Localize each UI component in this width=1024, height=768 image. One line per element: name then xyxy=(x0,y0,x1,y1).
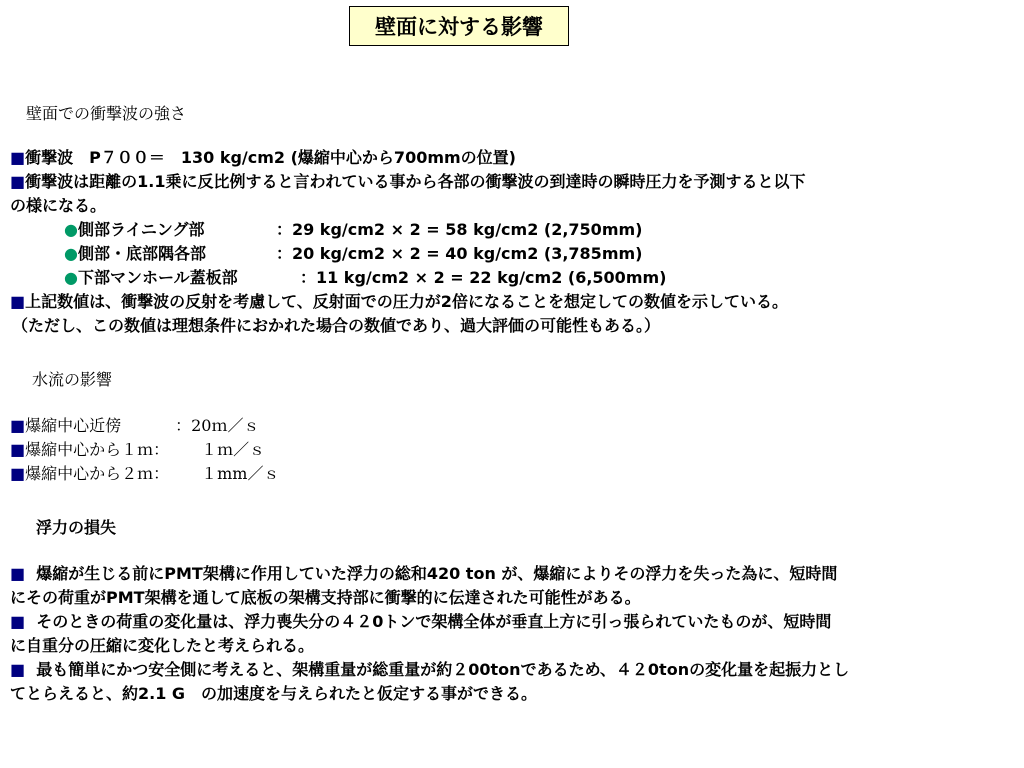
bullet-text: 爆縮が生じる前にPMT架構に作用していた浮力の総和420 ton が、爆縮によりその浮力を失った為に、短時間 xyxy=(36,564,838,583)
bullet-text: 上記数値は、衝撃波の反射を考慮して、反射面での圧力が2倍になることを想定しての数値を示している。 xyxy=(25,292,788,311)
sub-item-value: ：20 kg/cm2 × 2 = 40 kg/cm2 (3,785mm) xyxy=(275,244,643,263)
section-heading-wall-shock: 壁面での衝撃波の強さ xyxy=(26,104,187,123)
flow-item-value: １ｍ／ｓ xyxy=(201,440,266,459)
slide-title-text: 壁面に対する影響 xyxy=(375,15,543,39)
flow-item-value: １mm／ｓ xyxy=(201,464,280,483)
sub-item-label: 側部ライニング部 xyxy=(77,220,205,239)
buoyancy-bullet-1 xyxy=(10,562,837,586)
square-bullet-icon: ■ xyxy=(10,564,26,583)
section-heading-water-flow: 水流の影響 xyxy=(32,370,113,389)
bullet-continuation: の様になる。 xyxy=(10,196,107,215)
caveat-note: （ただし、この数値は理想条件におかれた場合の数値であり、過大評価の可能性もある。） xyxy=(12,316,661,335)
square-bullet-icon: ■ xyxy=(10,416,26,435)
sub-item-value: ：11 kg/cm2 × 2 = 22 kg/cm2 (6,500mm) xyxy=(299,268,667,287)
section-heading-buoyancy-loss: 浮力の損失 xyxy=(36,518,117,537)
flow-item-label: 爆縮中心近傍 xyxy=(25,416,122,435)
buoyancy-bullet-3 xyxy=(10,658,849,682)
sub-item-value: ：29 kg/cm2 × 2 = 58 kg/cm2 (2,750mm) xyxy=(275,220,643,239)
flow-item-label: 爆縮中心から１ｍ： xyxy=(25,440,170,459)
buoyancy-bullet-1-continuation: にその荷重がPMT架構を通して底板の架構支持部に衝撃的に伝達された可能性がある。 xyxy=(10,588,641,607)
buoyancy-bullet-3-continuation: てとらえると、約2.1 G の加速度を与えられたと仮定する事ができる。 xyxy=(10,684,538,703)
bullet-reflection-note xyxy=(10,290,788,314)
square-bullet-icon: ■ xyxy=(10,148,26,167)
sub-item-side-bottom-corner xyxy=(64,242,642,266)
circle-bullet-icon: ● xyxy=(64,268,78,287)
flow-item-near-center xyxy=(10,414,260,438)
flow-item-2m xyxy=(10,462,279,486)
square-bullet-icon: ■ xyxy=(10,464,26,483)
bullet-text: そのときの荷重の変化量は、浮力喪失分の４２0トンで架構全体が垂直上方に引っ張られていたものが、短時間 xyxy=(36,612,832,631)
flow-item-value: ：20ｍ／ｓ xyxy=(175,416,260,435)
bullet-shock-prediction xyxy=(10,170,805,194)
circle-bullet-icon: ● xyxy=(64,220,78,239)
bullet-shock-p700 xyxy=(10,146,516,170)
bullet-text: 衝撃波 P７００＝ 130 kg/cm2 (爆縮中心から700mmの位置) xyxy=(25,148,516,167)
flow-item-label: 爆縮中心から２ｍ： xyxy=(25,464,170,483)
buoyancy-bullet-2 xyxy=(10,610,831,634)
square-bullet-icon: ■ xyxy=(10,660,26,679)
circle-bullet-icon: ● xyxy=(64,244,78,263)
sub-item-label: 下部マンホール蓋板部 xyxy=(77,268,238,287)
square-bullet-icon: ■ xyxy=(10,292,26,311)
sub-item-manhole-cover xyxy=(64,266,666,290)
sub-item-side-lining xyxy=(64,218,642,242)
slide-title xyxy=(349,6,569,46)
square-bullet-icon: ■ xyxy=(10,172,26,191)
buoyancy-bullet-2-continuation: に自重分の圧縮に変化したと考えられる。 xyxy=(10,636,315,655)
bullet-text: 最も簡単にかつ安全側に考えると、架構重量が総重量が約２00tonであるため、４２0tonの変化量を起振力とし xyxy=(36,660,850,679)
sub-item-label: 側部・底部隅各部 xyxy=(77,244,206,263)
square-bullet-icon: ■ xyxy=(10,612,26,631)
bullet-text: 衝撃波は距離の1.1乗に反比例すると言われている事から各部の衝撃波の到達時の瞬時圧力を予測すると以下 xyxy=(25,172,806,191)
square-bullet-icon: ■ xyxy=(10,440,26,459)
flow-item-1m xyxy=(10,438,265,462)
